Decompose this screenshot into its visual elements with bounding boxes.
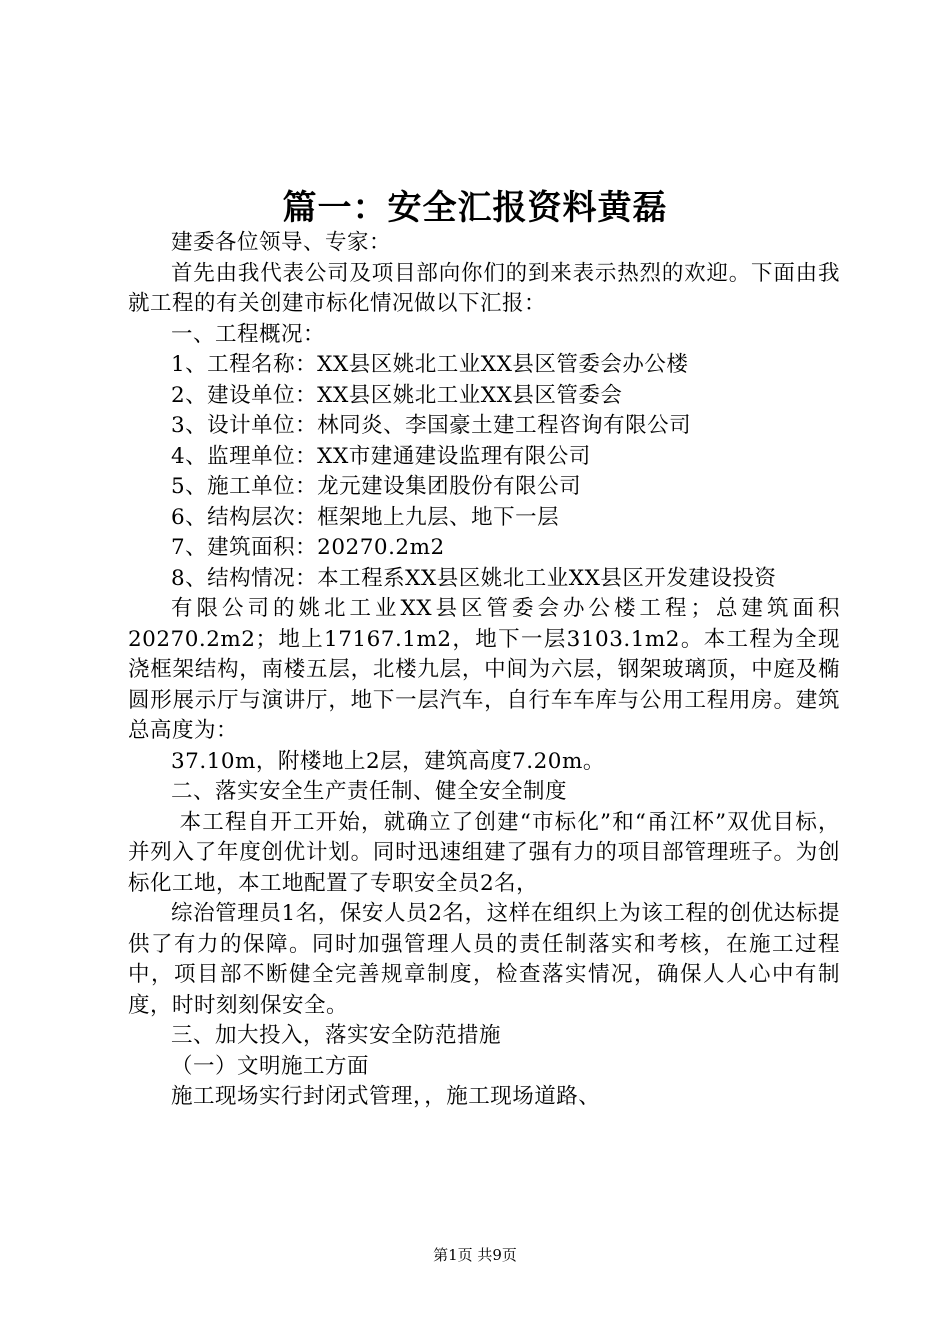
section-heading-overview: 一、工程概况： (171, 321, 326, 347)
list-item-owner: 2、建设单位：XX县区姚北工业XX县区管委会 (171, 382, 623, 408)
salutation: 建委各位领导、专家： (171, 230, 392, 255)
document-body (128, 228, 840, 1113)
subsection-heading-civilized-construction: （一）文明施工方面 (171, 1053, 370, 1079)
list-item-floor-area: 7、建筑面积：20270.2m2 (171, 535, 445, 560)
paragraph-building-height: 37.10m，附楼地上2层，建筑高度7.20m。 (171, 748, 605, 774)
document-title: 篇一：安全汇报资料黄磊 (282, 188, 668, 228)
paragraph-management: 综治管理员1名，保安人员2名，这样在组织上为该工程的创优达标提供了有力的保障。同时加强管理人员的责任制落实和考核，在施工过程中，项目部不断健全完善规章制度，检查落实情况，确保人人心中有制度，时时刻刻保安全。 (128, 901, 840, 1018)
paragraph-site-management: 施工现场实行封闭式管理，，施工现场道路、 (171, 1084, 601, 1109)
paragraph-goals: 本工程自开工开始，就确立了创建“市标化”和“甬江杯”双优目标，并列入了年度创优计划。同时迅速组建了强有力的项目部管理班子。为创标化工地，本工地配置了专职安全员2名， (128, 809, 840, 896)
section-heading-investment: 三、加大投入，落实安全防范措施 (171, 1023, 502, 1048)
list-item-structure-levels: 6、结构层次：框架地上九层、地下一层 (171, 504, 560, 530)
section-heading-responsibility: 二、落实安全生产责任制、健全安全制度 (171, 779, 568, 804)
list-item-structure-details: 8、结构情况：本工程系XX县区姚北工业XX县区开发建设投资 (171, 565, 777, 591)
list-item-designer: 3、设计单位：林同炎、李国豪土建工程咨询有限公司 (171, 413, 692, 438)
page-number-footer: 第1页 共9页 (433, 1246, 517, 1264)
list-item-contractor: 5、施工单位：龙元建设集团股份有限公司 (171, 474, 582, 499)
paragraph-project-description: 有限公司的姚北工业XX县区管委会办公楼工程；总建筑面积20270.2m2；地上17167.1m2，地下一层3103.1m2。本工程为全现浇框架结构，南楼五层，北楼九层，中间为六层，钢架玻璃顶，中庭及椭圆形展示厅与演讲厅，地下一层汽车，自行车车库与公用工程用房。建筑总高度为： (128, 596, 840, 743)
paragraph-welcome: 首先由我代表公司及项目部向你们的到来表示热烈的欢迎。下面由我就工程的有关创建市标化情况做以下汇报： (128, 260, 840, 316)
list-item-supervisor: 4、监理单位：XX市建通建设监理有限公司 (171, 443, 591, 469)
list-item-project-name: 1、工程名称：XX县区姚北工业XX县区管委会办公楼 (171, 352, 689, 377)
